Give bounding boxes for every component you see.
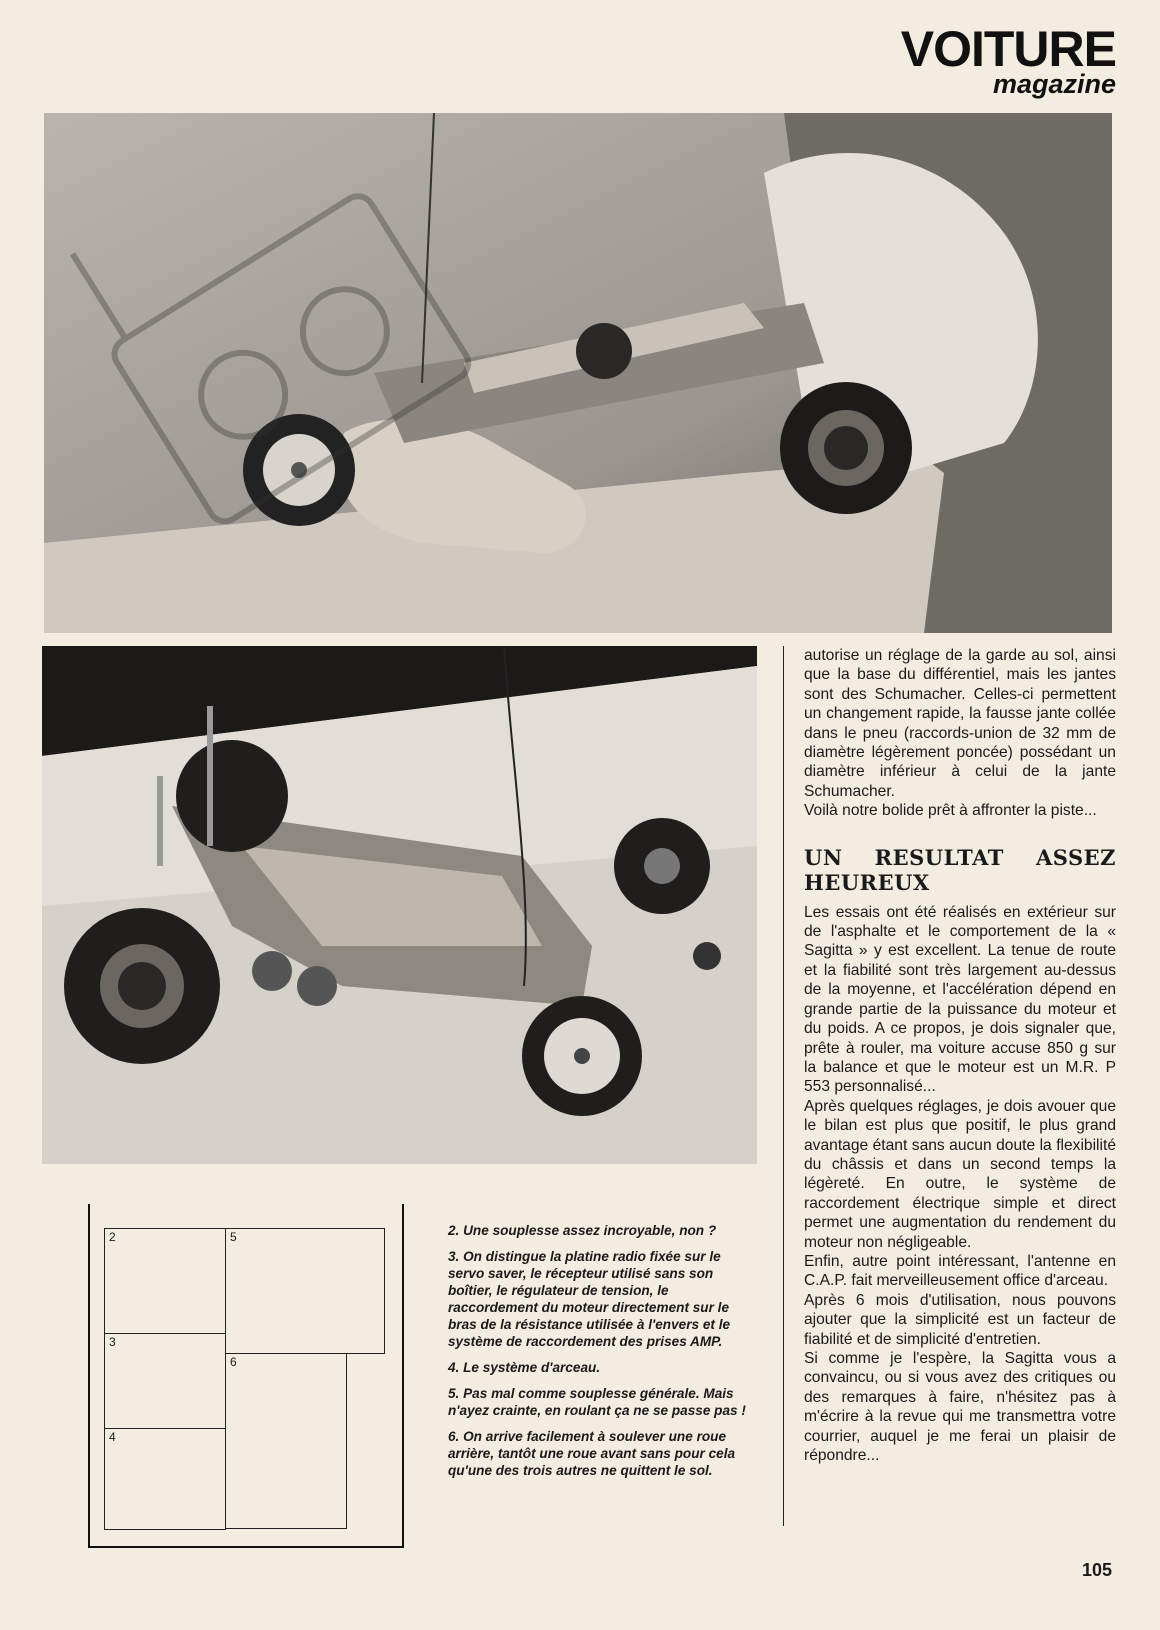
photo-layout-key	[88, 1204, 404, 1548]
layout-label: 2	[109, 1230, 116, 1244]
magazine-title: VOITURE	[900, 21, 1116, 77]
layout-box-6	[225, 1353, 347, 1529]
caption-5: 5. Pas mal comme souplesse générale. Mais n'ayez crainte, en roulant ça ne se passe pas !	[448, 1386, 746, 1418]
article-column	[804, 646, 1116, 1465]
masthead	[900, 21, 1116, 99]
article-paragraph: Voilà notre bolide prêt à affronter la piste...	[804, 802, 1097, 820]
frame-line	[88, 1546, 404, 1548]
layout-box-4	[104, 1428, 226, 1530]
caption-2: 2. Une souplesse assez incroyable, non ?	[448, 1223, 717, 1238]
frame-line	[88, 1204, 90, 1548]
article-paragraph: Enfin, autre point intéressant, l'antenne en C.A.P. fait merveilleusement office d'arceau.	[804, 1252, 1116, 1290]
magazine-subtitle: magazine	[992, 69, 1116, 99]
article-paragraph: Les essais ont été réalisés en extérieur sur de l'asphalte et le comportement de la « Sagitta » y est excellent. La tenue de route et la fiabilité sont très largement au-dessus de la moyenne, et l'accélération dépend en grande partie de la puissance du moteur et du poids. A ce propos, je dois signaler que, prête à rouler, ma voiture accuse 850 g sur la balance et que le moteur est un M.R. P 553 personnalisé...	[804, 903, 1116, 1096]
article-paragraph: Après 6 mois d'utilisation, nous pouvons ajouter que la simplicité est un facteur de fiabilité et de simplicité d'entretien.	[804, 1291, 1116, 1348]
article-paragraph: autorise un réglage de la garde au sol, ainsi que la base du différentiel, mais les jantes sont des Schumacher. Celles-ci permettent un changement rapide, la fausse jante collée dans le pneu (raccords-union de 32 mm de diamètre légèrement poncée) possédant un diamètre inférieur à celui de la jante Schumacher.	[804, 647, 1116, 800]
section-heading: UN RESULTAT ASSEZ HEUREUX	[804, 844, 1116, 895]
layout-box-5	[225, 1228, 385, 1354]
layout-box-2	[104, 1228, 226, 1334]
article-paragraph: Après quelques réglages, je dois avouer que le bilan est plus que positif, le plus grand avantage étant sans aucun doute la flexibilité du châssis et dans un second temps la légèreté. En outre, le système de raccordement électrique simple et direct permet une augmentation du rendement du moteur non négligeable.	[804, 1097, 1116, 1251]
frame-line	[402, 1204, 404, 1548]
layout-label: 6	[230, 1355, 237, 1369]
article-paragraph: Si comme je l'espère, la Sagitta vous a convaincu, ou si vous avez des critiques ou des remarques à faire, n'hésitez pas à m'écrire à la revue qui me transmettra votre courrier, auquel je me ferai un plaisir de répondre...	[804, 1350, 1116, 1465]
layout-label: 3	[109, 1335, 116, 1349]
caption-6: 6. On arrive facilement à soulever une roue arrière, tantôt une roue avant sans pour cela qu'une des trois autres ne quittent le sol.	[448, 1429, 736, 1478]
page-number: 105	[1081, 1560, 1112, 1580]
caption-3: 3. On distingue la platine radio fixée sur le servo saver, le récepteur utilisé sans son boîtier, le régulateur de tension, le raccordement du moteur directement sur le bras de la résistance utilisée à l'envers et le système de raccordement des prises AMP.	[448, 1249, 731, 1349]
layout-label: 4	[109, 1430, 116, 1444]
photo-car-flexing	[44, 113, 1112, 633]
column-divider	[783, 646, 784, 1526]
layout-label: 5	[230, 1230, 237, 1244]
photo-captions	[448, 1222, 760, 1488]
photo-chassis-closeup	[42, 646, 757, 1164]
caption-4: 4. Le système d'arceau.	[448, 1360, 601, 1375]
layout-box-3	[104, 1333, 226, 1429]
